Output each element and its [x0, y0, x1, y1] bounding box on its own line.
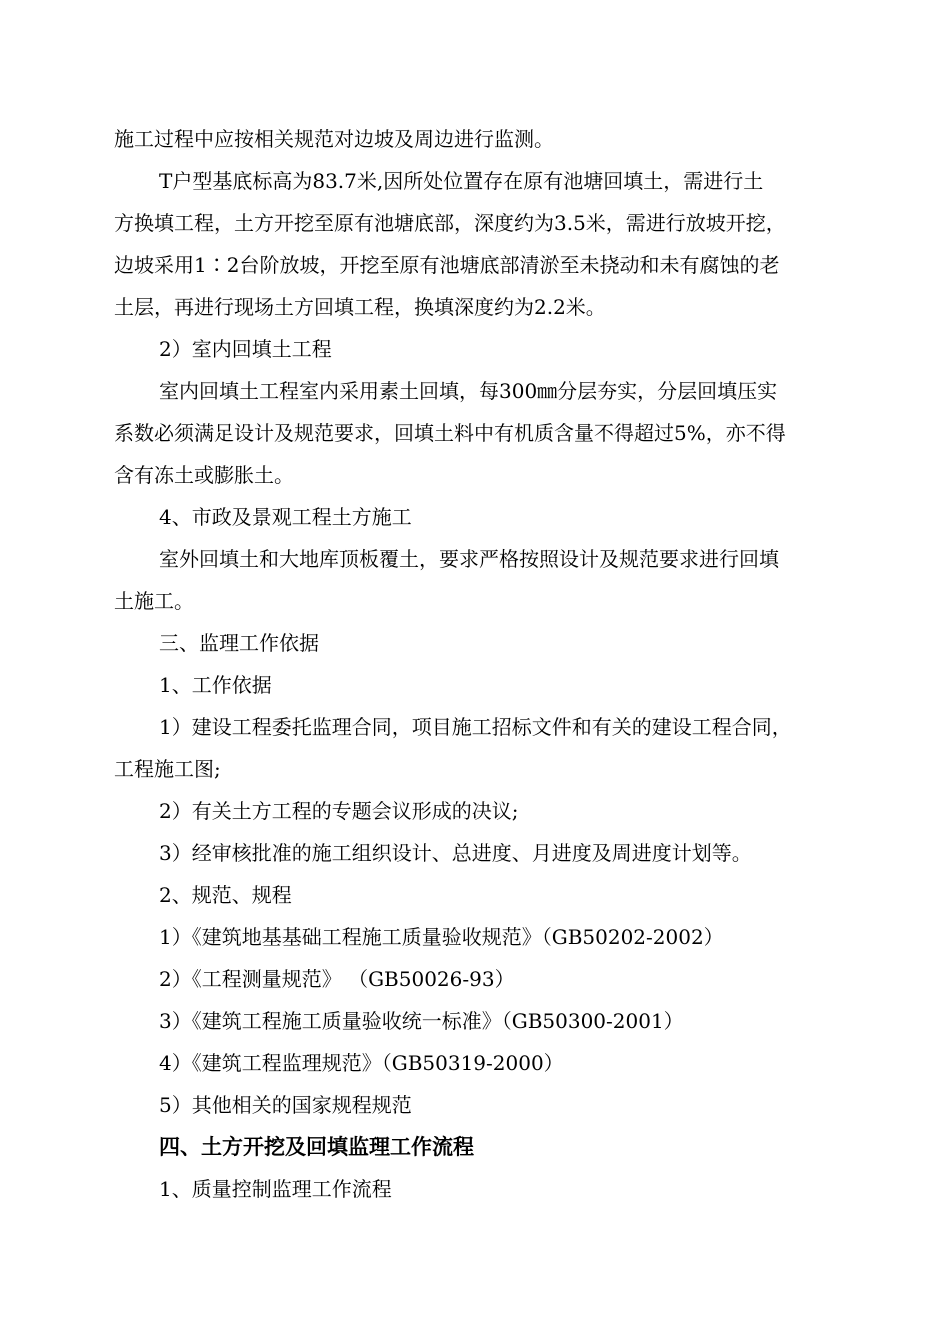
list-item-continuation: 工程施工图;	[114, 757, 221, 781]
subsection-heading: 1、质量控制监理工作流程	[159, 1177, 392, 1201]
list-item: 3）《建筑工程施工质量验收统一标准》（GB50300-2001）	[159, 1009, 684, 1033]
list-item: 1）《建筑地基基础工程施工质量验收规范》（GB50202-2002）	[159, 925, 724, 949]
list-item: 2）有关土方工程的专题会议形成的决议;	[159, 799, 519, 823]
list-item: 3）经审核批准的施工组织设计、总进度、月进度及周进度计划等。	[159, 841, 752, 865]
subsection-heading: 1、工作依据	[159, 673, 272, 697]
subsection-heading: 2）室内回填土工程	[159, 337, 332, 361]
paragraph-line: 系数必须满足设计及规范要求，回填土料中有机质含量不得超过5%，亦不得	[114, 421, 786, 445]
section-heading-bold: 四、土方开挖及回填监理工作流程	[159, 1135, 474, 1159]
subsection-heading: 2、规范、规程	[159, 883, 292, 907]
paragraph-line: 室外回填土和大地库顶板覆土，要求严格按照设计及规范要求进行回填	[159, 547, 779, 571]
paragraph-line: T户型基底标高为83.7米,因所处位置存在原有池塘回填土，需进行土	[159, 169, 764, 193]
paragraph-line: 方换填工程，土方开挖至原有池塘底部，深度约为3.5米，需进行放坡开挖，	[114, 211, 786, 235]
list-item: 4）《建筑工程监理规范》（GB50319-2000）	[159, 1051, 564, 1075]
list-item: 5）其他相关的国家规程规范	[159, 1093, 412, 1117]
paragraph-line: 边坡采用1∶2台阶放坡，开挖至原有池塘底部清淤至未挠动和未有腐蚀的老	[114, 253, 780, 277]
list-item: 2）《工程测量规范》 （GB50026-93）	[159, 967, 515, 991]
paragraph-line: 室内回填土工程室内采用素土回填，每300㎜分层夯实，分层回填压实	[159, 379, 778, 403]
list-item: 1）建设工程委托监理合同，项目施工招标文件和有关的建设工程合同，	[159, 715, 792, 739]
paragraph-line: 土层，再进行现场土方回填工程，换填深度约为2.2米。	[114, 295, 606, 319]
paragraph-line: 含有冻土或膨胀土。	[114, 463, 294, 487]
paragraph-line: 施工过程中应按相关规范对边坡及周边进行监测。	[114, 127, 554, 151]
section-heading: 三、监理工作依据	[159, 631, 319, 655]
paragraph-line: 土施工。	[114, 589, 194, 613]
subsection-heading: 4、市政及景观工程土方施工	[159, 505, 412, 529]
document-body	[114, 118, 874, 1210]
